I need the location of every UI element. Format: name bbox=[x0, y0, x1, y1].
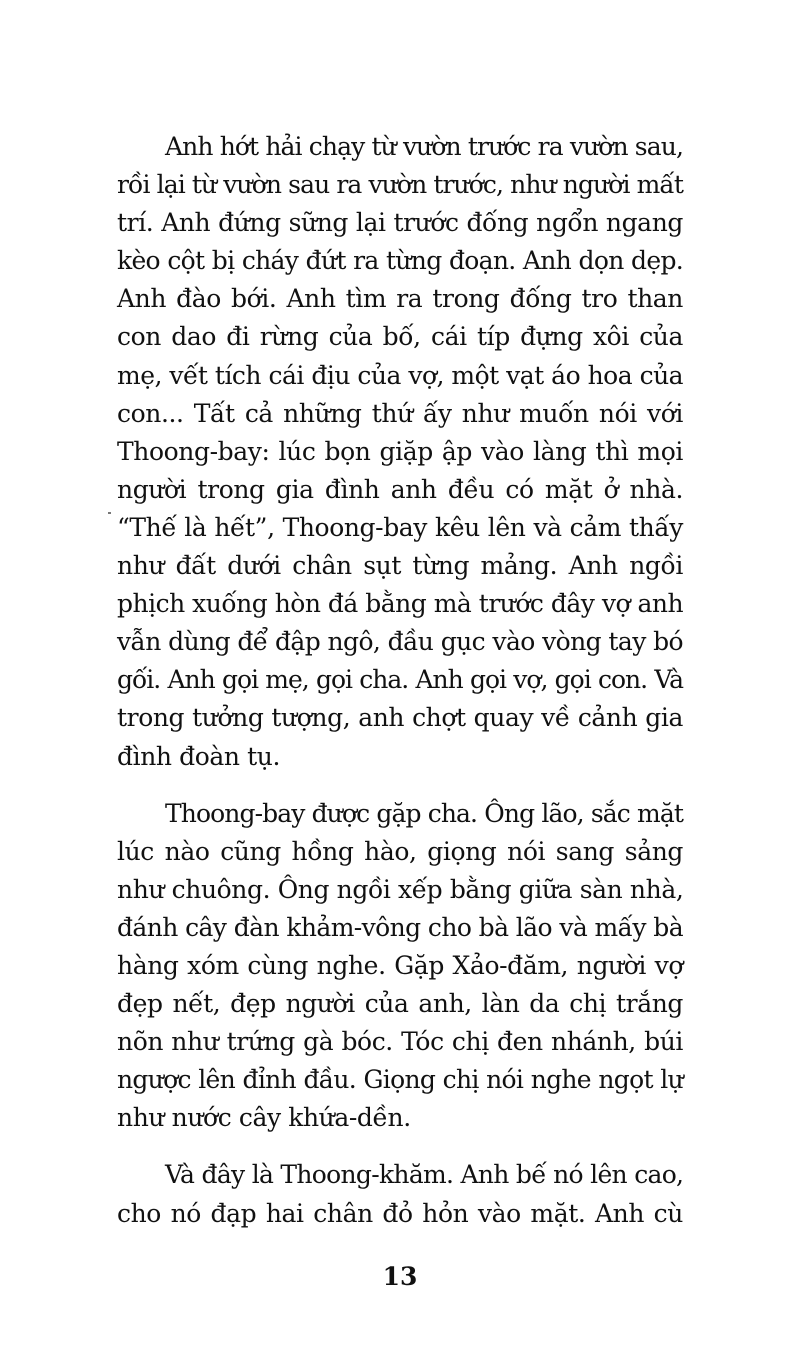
text-line: như nước cây khứa-dền. bbox=[117, 1103, 411, 1133]
text-line: con... Tất cả những thứ ấy như muốn nói với bbox=[117, 398, 683, 428]
margin-mark bbox=[108, 512, 111, 514]
paragraph-2 bbox=[117, 795, 683, 1138]
text-line: gối. Anh gọi mẹ, gọi cha. Anh gọi vợ, gọi con. Và bbox=[117, 665, 683, 695]
text-line: đánh cây đàn khảm-vông cho bà lão và mấy bà bbox=[117, 912, 683, 942]
text-line: con dao đi rừng của bố, cái típ đựng xôi của bbox=[117, 322, 683, 352]
page-number: 13 bbox=[382, 1262, 418, 1291]
text-line: đẹp nết, đẹp người của anh, làn da chị trắng bbox=[117, 989, 683, 1019]
text-line: ngược lên đỉnh đầu. Giọng chị nói nghe ngọt lự bbox=[117, 1065, 683, 1095]
text-line: như đất dưới chân sụt từng mảng. Anh ngồi bbox=[117, 551, 683, 581]
paragraph-gap bbox=[117, 1137, 683, 1156]
text-line: Thoong-bay được gặp cha. Ông lão, sắc mặt bbox=[165, 798, 683, 828]
text-line: Anh đào bới. Anh tìm ra trong đống tro than bbox=[117, 284, 683, 314]
text-line: trí. Anh đứng sững lại trước đống ngổn ngang bbox=[117, 208, 683, 238]
text-line: vẫn dùng để đập ngô, đầu gục vào vòng tay bó bbox=[117, 627, 683, 657]
body-text bbox=[117, 128, 683, 1233]
text-line: hàng xóm cùng nghe. Gặp Xảo-đăm, người vợ bbox=[117, 950, 683, 980]
text-line: rồi lại từ vườn sau ra vườn trước, như người mất bbox=[117, 170, 683, 200]
text-line: mẹ, vết tích cái địu của vợ, một vạt áo hoa của bbox=[117, 360, 684, 390]
text-line: trong tưởng tượng, anh chợt quay về cảnh gia bbox=[117, 703, 683, 733]
paragraph-gap bbox=[117, 776, 683, 795]
paragraph-3 bbox=[117, 1156, 683, 1232]
text-line: người trong gia đình anh đều có mặt ở nhà. bbox=[117, 474, 683, 504]
text-line: “Thế là hết”, Thoong-bay kêu lên và cảm thấy bbox=[117, 512, 683, 542]
text-line: phịch xuống hòn đá bằng mà trước đây vợ anh bbox=[117, 589, 684, 619]
text-line: Và đây là Thoong-khăm. Anh bế nó lên cao, bbox=[165, 1160, 684, 1190]
text-line: Anh hớt hải chạy từ vườn trước ra vườn sau, bbox=[165, 132, 683, 161]
text-line: như chuông. Ông ngồi xếp bằng giữa sàn nhà, bbox=[117, 874, 684, 904]
text-line: cho nó đạp hai chân đỏ hỏn vào mặt. Anh cù bbox=[117, 1198, 683, 1228]
text-line: kèo cột bị cháy đứt ra từng đoạn. Anh dọn dẹp. bbox=[117, 246, 683, 276]
text-line: nõn như trứng gà bóc. Tóc chị đen nhánh, búi bbox=[117, 1027, 683, 1057]
text-line: Thoong-bay: lúc bọn giặp ập vào làng thì mọi bbox=[117, 436, 683, 466]
text-line: đình đoàn tụ. bbox=[117, 741, 281, 771]
paragraph-1 bbox=[117, 128, 683, 776]
text-line: lúc nào cũng hồng hào, giọng nói sang sảng bbox=[117, 836, 683, 866]
